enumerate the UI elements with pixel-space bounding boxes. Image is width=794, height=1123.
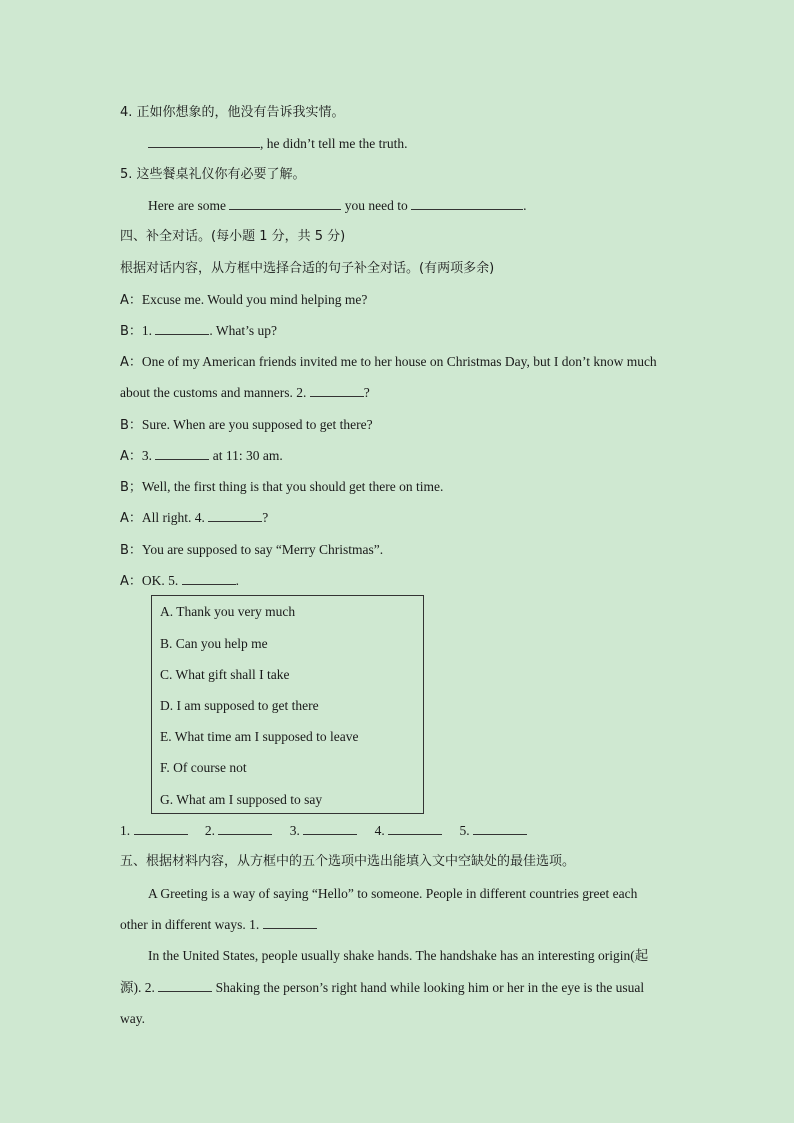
dialogue-blank-1[interactable]: [155, 322, 209, 335]
answer-blank-1[interactable]: [134, 822, 188, 835]
q4-prompt: 4. 正如你想象的，他没有告诉我实情。: [120, 105, 345, 120]
dialogue-line: A：3. at 11: 30 am.: [120, 448, 283, 464]
dialogue-line: A：Excuse me. Would you mind helping me?: [120, 292, 368, 308]
options-box: [151, 595, 424, 814]
dialogue-blank-5[interactable]: [182, 572, 236, 585]
q5-prompt: 5. 这些餐桌礼仪你有必要了解。: [120, 167, 306, 182]
dialogue-line: B：1. . What’s up?: [120, 323, 278, 339]
dialogue-blank-4[interactable]: [208, 509, 262, 522]
dialogue-blank-2[interactable]: [310, 384, 364, 397]
dialogue-line: about the customs and manners. 2. ?: [120, 385, 370, 400]
answer-slot: 5.: [460, 822, 528, 840]
q4-blank[interactable]: [148, 135, 260, 148]
passage-line: way.: [120, 1011, 145, 1026]
option-d: D. I am supposed to get there: [160, 698, 319, 713]
answer-blank-4[interactable]: [388, 822, 442, 835]
answer-blank-3[interactable]: [303, 822, 357, 835]
dialogue-line: A：All right. 4. ?: [120, 510, 269, 526]
answer-blank-5[interactable]: [473, 822, 527, 835]
section4-title: 四、补全对话。(每小题 1 分，共 5 分): [120, 229, 346, 244]
answer-slot: 2.: [205, 822, 273, 840]
option-c: C. What gift shall I take: [160, 667, 290, 682]
passage-line: A Greeting is a way of saying “Hello” to someone. People in different countries greet each: [148, 886, 638, 901]
option-f: F. Of course not: [160, 760, 247, 775]
dialogue-line: B：You are supposed to say “Merry Christmas”.: [120, 542, 384, 558]
q4-answer-line: , he didn’t tell me the truth.: [148, 135, 407, 153]
section5-title: 五、根据材料内容，从方框中的五个选项中选出能填入文中空缺处的最佳选项。: [120, 854, 576, 869]
passage-line: other in different ways. 1.: [120, 916, 317, 934]
dialogue-line: A：OK. 5. .: [120, 573, 240, 589]
answer-blank-2[interactable]: [218, 822, 272, 835]
q5-answer-line: Here are some you need to .: [148, 198, 527, 213]
answer-row: [120, 822, 541, 840]
q5-blank-1[interactable]: [229, 197, 341, 210]
answer-slot: 4.: [375, 822, 443, 840]
answer-slot: 1.: [120, 822, 188, 840]
answer-slot: 3.: [290, 822, 358, 840]
dialogue-line: B：Sure. When are you supposed to get there?: [120, 417, 373, 433]
passage-line: In the United States, people usually shake hands. The handshake has an interesting origin(起: [148, 948, 649, 963]
dialogue-line: B；Well, the first thing is that you should get there on time.: [120, 479, 444, 495]
passage-line: 源). 2. Shaking the person’s right hand while looking him or her in the eye is the usual: [120, 980, 645, 995]
passage-blank-2[interactable]: [158, 979, 212, 992]
passage-blank-1[interactable]: [263, 916, 317, 929]
option-b: B. Can you help me: [160, 636, 268, 651]
option-g: G. What am I supposed to say: [160, 792, 323, 807]
dialogue-blank-3[interactable]: [155, 447, 209, 460]
option-a: A. Thank you very much: [160, 604, 296, 619]
option-e: E. What time am I supposed to leave: [160, 729, 359, 744]
q5-blank-2[interactable]: [411, 197, 523, 210]
dialogue-line: A：One of my American friends invited me to her house on Christmas Day, but I don’t know much: [120, 354, 657, 370]
section4-instruction: 根据对话内容，从方框中选择合适的句子补全对话。(有两项多余): [120, 261, 495, 276]
